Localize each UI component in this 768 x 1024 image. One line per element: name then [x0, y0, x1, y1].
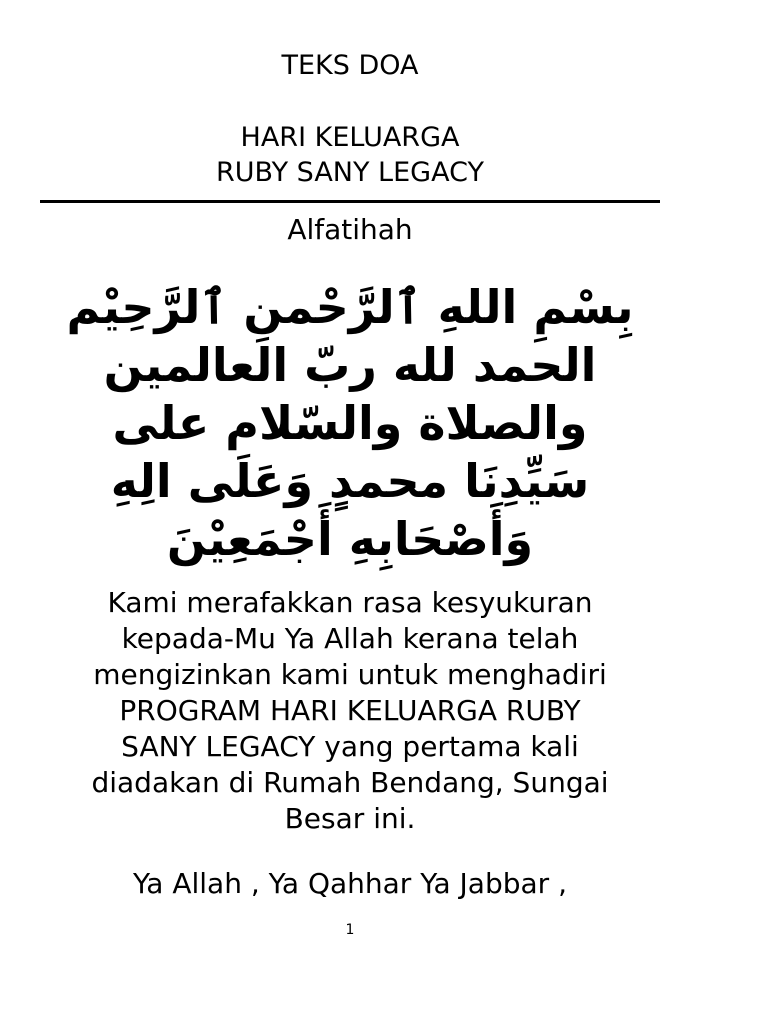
paragraph-line: mengizinkan kami untuk menghadiri — [93, 658, 607, 691]
paragraph-line: Kami merafakkan rasa kesyukuran — [107, 586, 593, 619]
arabic-line: سَيِّدِنَا محمدٍ وَعَلَى الِهِ — [110, 454, 590, 508]
arabic-line: الحمد لله ربّ العالمين — [103, 338, 597, 392]
horizontal-divider — [40, 200, 660, 203]
paragraph-line: kepada-Mu Ya Allah kerana telah — [121, 622, 579, 655]
paragraph-line: diadakan di Rumah Bendang, Sungai — [91, 766, 609, 799]
page-number: 1 — [345, 922, 355, 938]
arabic-line: وَأَصْحَابِهِ أَجْمَعِيْنَ — [166, 512, 534, 566]
invocation-line: Ya Allah , Ya Qahhar Ya Jabbar , — [133, 867, 567, 900]
arabic-line: والصلاة والسّلام على — [112, 396, 588, 450]
paragraph-line: Besar ini. — [284, 802, 416, 835]
event-name-line1: HARI KELUARGA — [240, 122, 460, 153]
arabic-line: بِسْمِ اللهِ ٱلرَّحْمنِ ٱلرَّحِيْم — [66, 280, 634, 334]
document-title: TEKS DOA — [281, 50, 419, 81]
paragraph-line: PROGRAM HARI KELUARGA RUBY — [119, 694, 581, 727]
paragraph-line: SANY LEGACY yang pertama kali — [121, 730, 579, 763]
section-heading: Alfatihah — [287, 213, 413, 246]
event-name-line2: RUBY SANY LEGACY — [216, 157, 484, 188]
